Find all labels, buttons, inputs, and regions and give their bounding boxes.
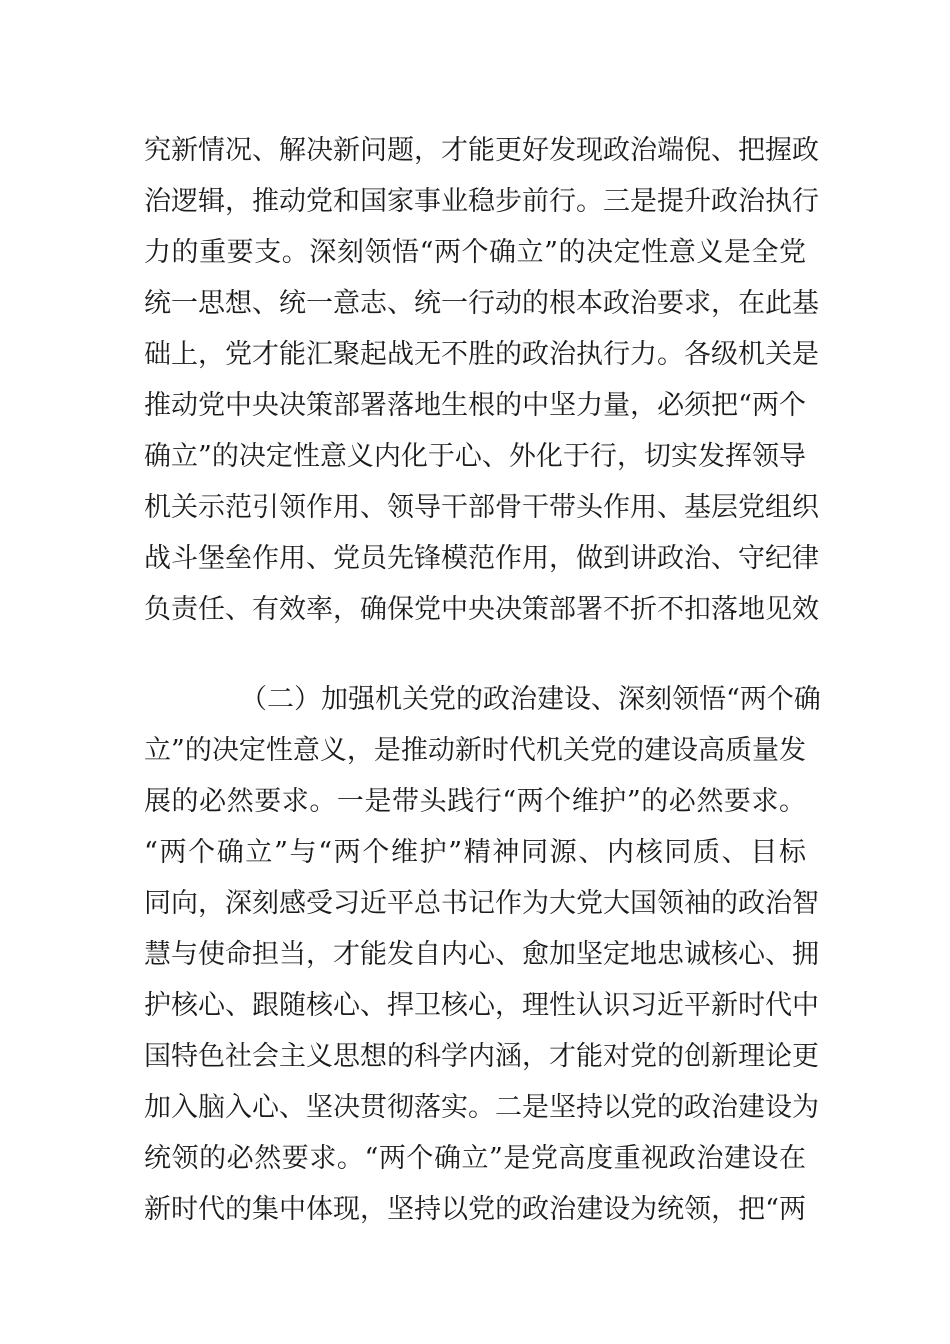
text-line: 础上，党才能汇聚起战无不胜的政治执行力。各级机关是 (144, 339, 819, 370)
text-line: “两个确立”与“两个维护”精神同源、内核同质、目标 (144, 837, 806, 868)
text-line: 立”的决定性意义，是推动新时代机关党的建设高质量发 (144, 735, 806, 766)
text-line: 机关示范引领作用、领导干部骨干带头作用、基层党组织 (144, 492, 819, 523)
paragraph-heading-line: （二）加强机关党的政治建设、深刻领悟“两个确 (240, 684, 821, 715)
text-line: 新时代的集中体现，坚持以党的政治建设为统领，把“两 (144, 1194, 806, 1225)
text-line: 展的必然要求。一是带头践行“两个维护”的必然要求。 (144, 786, 806, 817)
text-line: 战斗堡垒作用、党员先锋模范作用，做到讲政治、守纪律 (144, 543, 819, 574)
text-line: 国特色社会主义思想的科学内涵，才能对党的创新理论更 (144, 1041, 819, 1072)
text-line: 推动党中央决策部署落地生根的中坚力量，必须把“两个 (144, 390, 806, 421)
text-line: 确立”的决定性意义内化于心、外化于行，切实发挥领导 (144, 441, 806, 472)
text-line: 慧与使命担当，才能发自内心、愈加坚定地忠诚核心、拥 (144, 939, 819, 970)
text-line: 治逻辑，推动党和国家事业稳步前行。三是提升政治执行 (144, 186, 819, 217)
text-line: 同向，深刻感受习近平总书记作为大党大国领袖的政治智 (144, 888, 819, 919)
text-line: 加入脑入心、坚决贯彻落实。二是坚持以党的政治建设为 (144, 1092, 819, 1123)
text-line: 力的重要支。深刻领悟“两个确立”的决定性意义是全党 (144, 237, 806, 268)
text-line: 究新情况、解决新问题，才能更好发现政治端倪、把握政 (144, 135, 819, 166)
text-line: 负责任、有效率，确保党中央决策部署不折不扣落地见效 (144, 594, 819, 625)
text-line: 护核心、跟随核心、捍卫核心，理性认识习近平新时代中 (144, 990, 819, 1021)
text-line: 统领的必然要求。“两个确立”是党高度重视政治建设在 (144, 1143, 806, 1174)
text-line: 统一思想、统一意志、统一行动的根本政治要求，在此基 (144, 288, 819, 319)
